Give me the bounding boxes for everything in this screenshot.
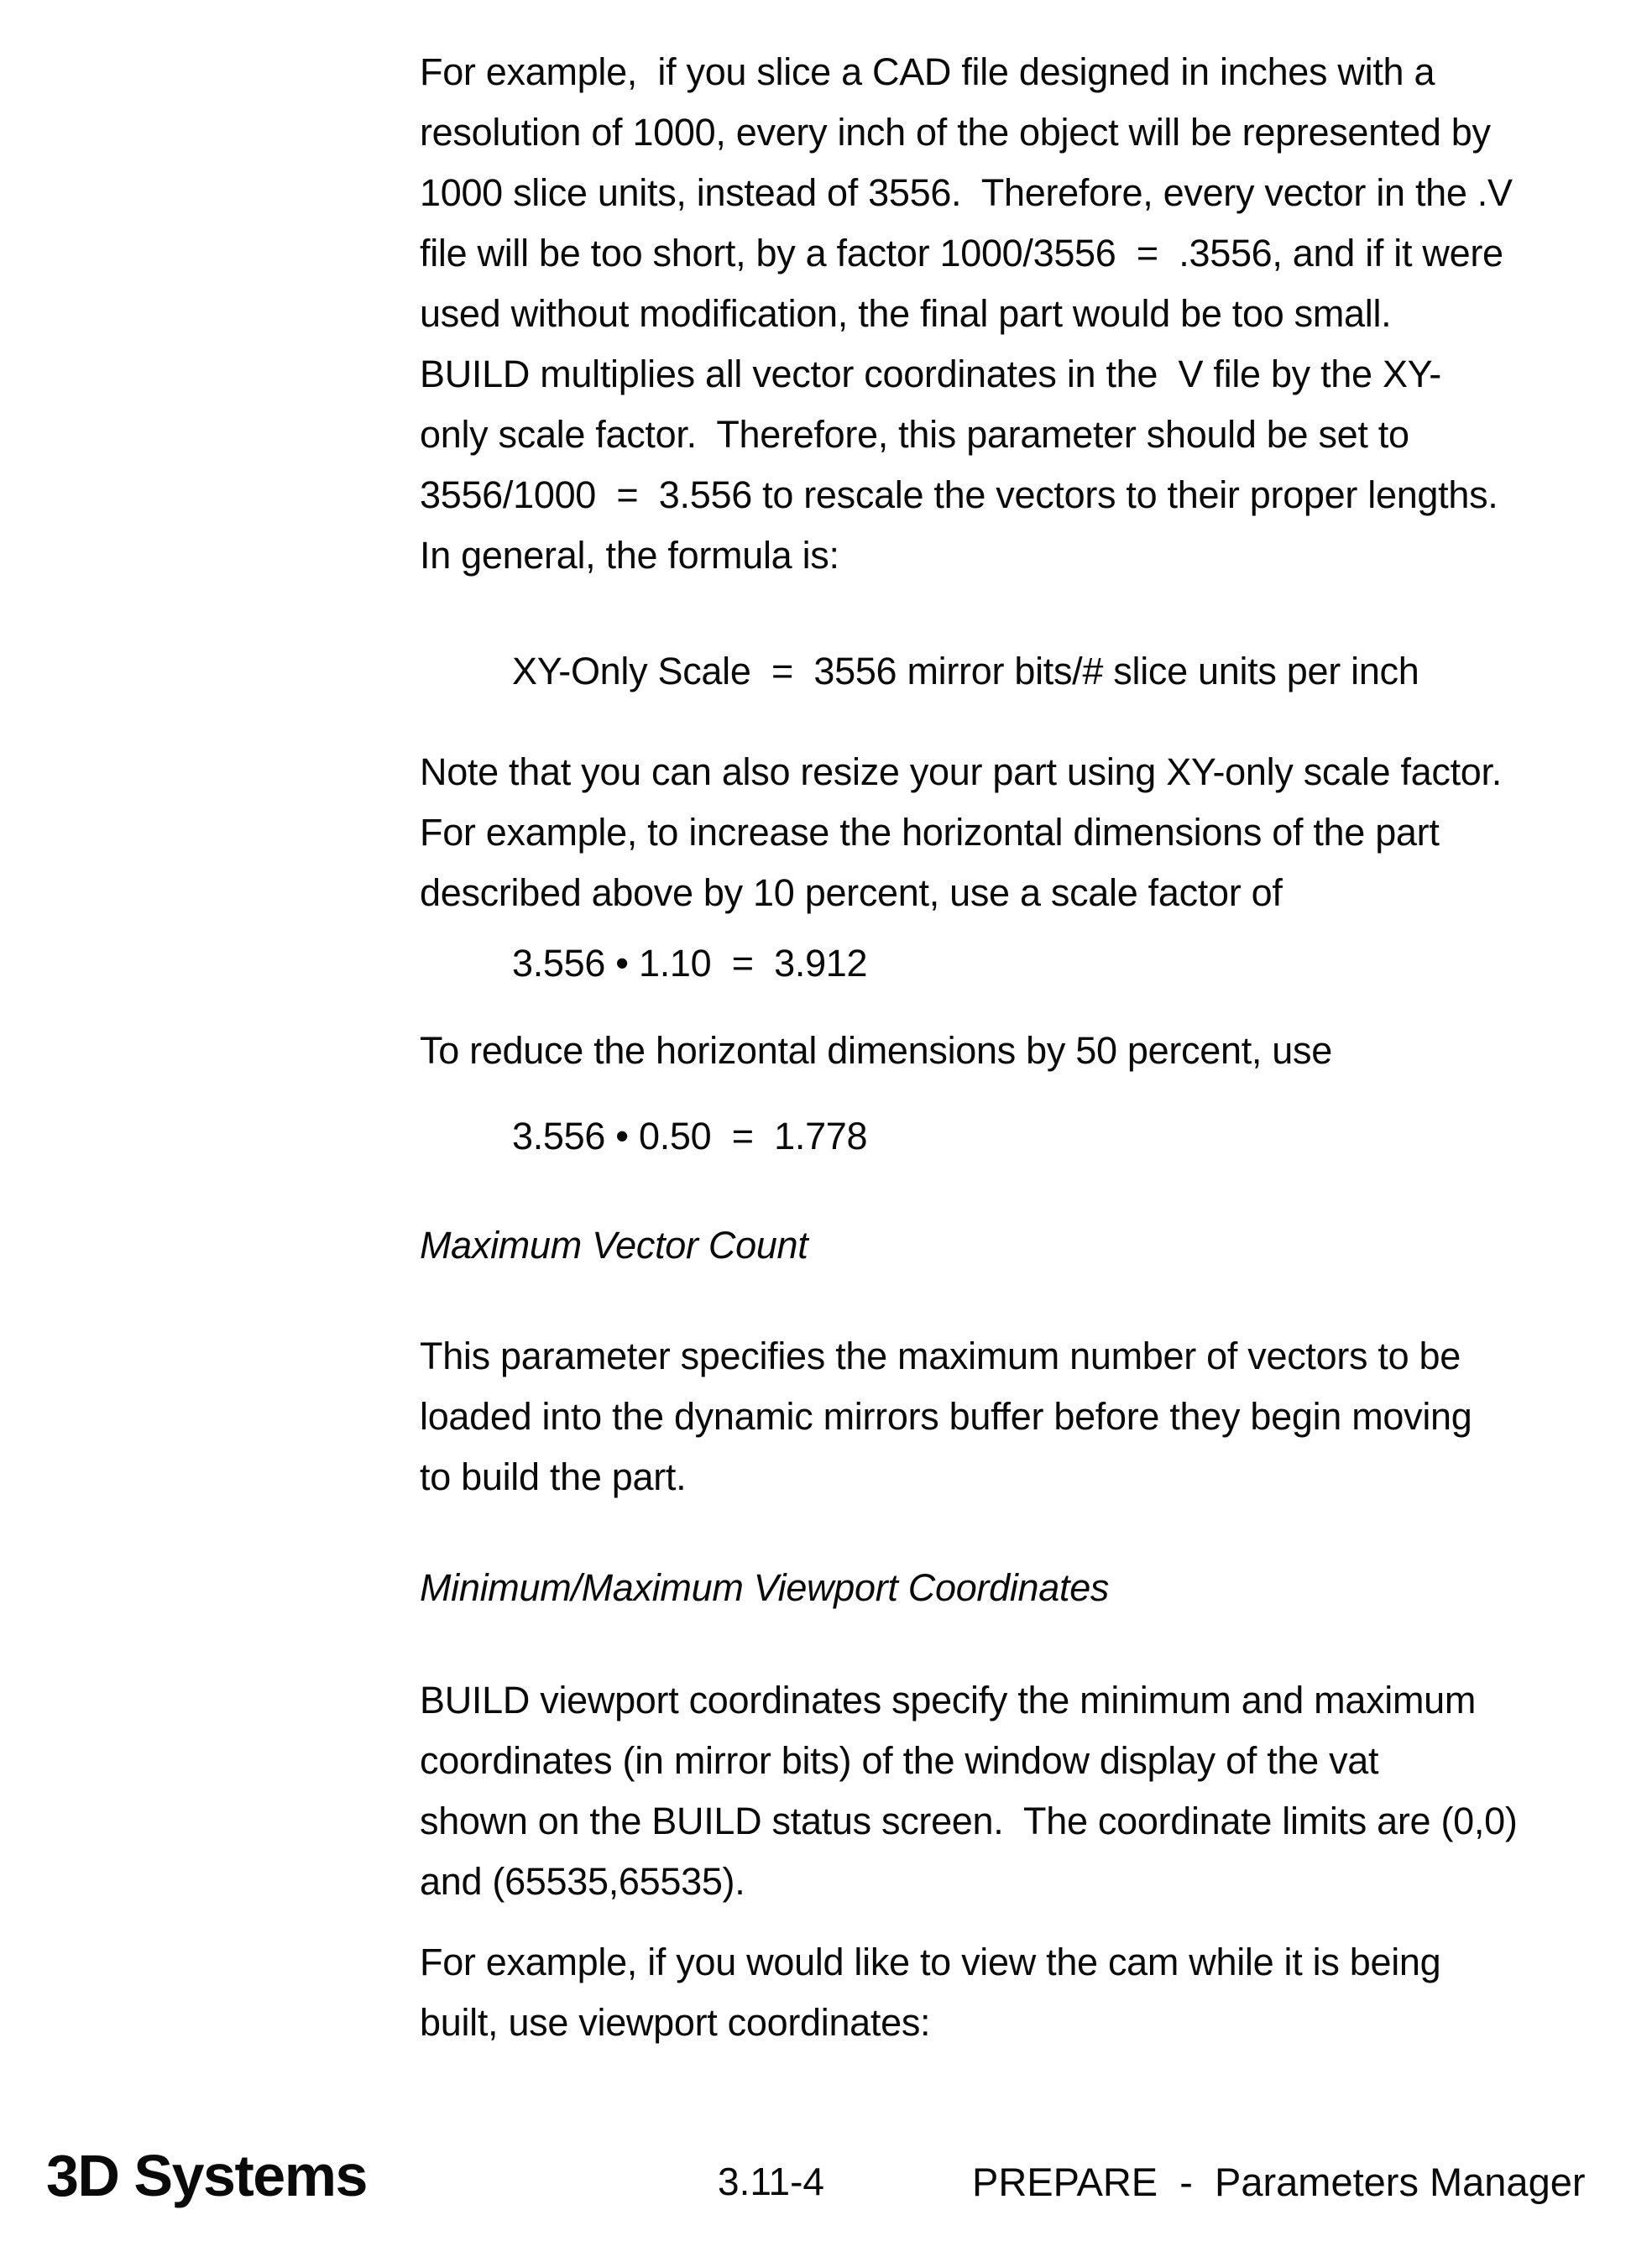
body-column bbox=[420, 42, 1620, 2053]
section-heading-maximum-vector-count: Maximum Vector Count bbox=[420, 1224, 808, 1267]
text-line: 1000 slice units, instead of 3556. Therefore, every vector in the .V bbox=[420, 171, 1513, 214]
equation-increase-10-percent: 3.556 • 1.10 = 3.912 bbox=[512, 942, 868, 985]
text-line: built, use viewport coordinates: bbox=[420, 2001, 931, 2044]
footer-page-number: 3.11-4 bbox=[718, 2160, 825, 2203]
text-line: used without modification, the final part would be too small. bbox=[420, 292, 1392, 335]
text-line: to build the part. bbox=[420, 1455, 687, 1498]
text-line: and (65535,65535). bbox=[420, 1860, 745, 1903]
section-heading-viewport-coordinates: Minimum/Maximum Viewport Coordinates bbox=[420, 1566, 1110, 1609]
text-line: shown on the BUILD status screen. The coordinate limits are (0,0) bbox=[420, 1800, 1518, 1842]
text-line: To reduce the horizontal dimensions by 50 percent, use bbox=[420, 1029, 1332, 1072]
text-line: In general, the formula is: bbox=[420, 534, 839, 577]
footer-section-title: PREPARE - Parameters Manager bbox=[972, 2160, 1586, 2204]
text-line: coordinates (in mirror bits) of the window display of the vat bbox=[420, 1739, 1379, 1782]
text-line: For example, if you slice a CAD file designed in inches with a bbox=[420, 50, 1435, 93]
text-line: For example, to increase the horizontal dimensions of the part bbox=[420, 811, 1440, 854]
text-line: BUILD viewport coordinates specify the minimum and maximum bbox=[420, 1679, 1477, 1721]
paragraph-viewport-example bbox=[420, 1932, 1620, 2053]
paragraph-viewport-description bbox=[420, 1670, 1620, 1912]
text-line: only scale factor. Therefore, this parameter should be set to bbox=[420, 413, 1409, 456]
formula-xy-only-scale: XY-Only Scale = 3556 mirror bits/# slice units per inch bbox=[512, 650, 1419, 692]
text-line: BUILD multiplies all vector coordinates in the V file by the XY- bbox=[420, 353, 1441, 395]
paragraph-xy-scale-example bbox=[420, 42, 1620, 586]
footer-brand-logo-text: 3D Systems bbox=[46, 2143, 367, 2208]
paragraph-reduce-50-percent bbox=[420, 1021, 1620, 1081]
text-line: 3556/1000 = 3.556 to rescale the vectors to their proper lengths. bbox=[420, 473, 1498, 516]
text-line: loaded into the dynamic mirrors buffer before they begin moving bbox=[420, 1395, 1472, 1438]
text-line: file will be too short, by a factor 1000/3556 = .3556, and if it were bbox=[420, 232, 1503, 274]
text-line: This parameter specifies the maximum number of vectors to be bbox=[420, 1335, 1461, 1377]
text-line: Note that you can also resize your part using XY-only scale factor. bbox=[420, 750, 1502, 793]
paragraph-resize-note bbox=[420, 742, 1620, 923]
text-line: resolution of 1000, every inch of the object will be represented by bbox=[420, 111, 1491, 154]
text-line: For example, if you would like to view the cam while it is being bbox=[420, 1941, 1441, 1983]
equation-reduce-50-percent: 3.556 • 0.50 = 1.778 bbox=[512, 1115, 868, 1157]
paragraph-max-vector-description bbox=[420, 1326, 1620, 1507]
text-line: described above by 10 percent, use a scale factor of bbox=[420, 871, 1283, 914]
